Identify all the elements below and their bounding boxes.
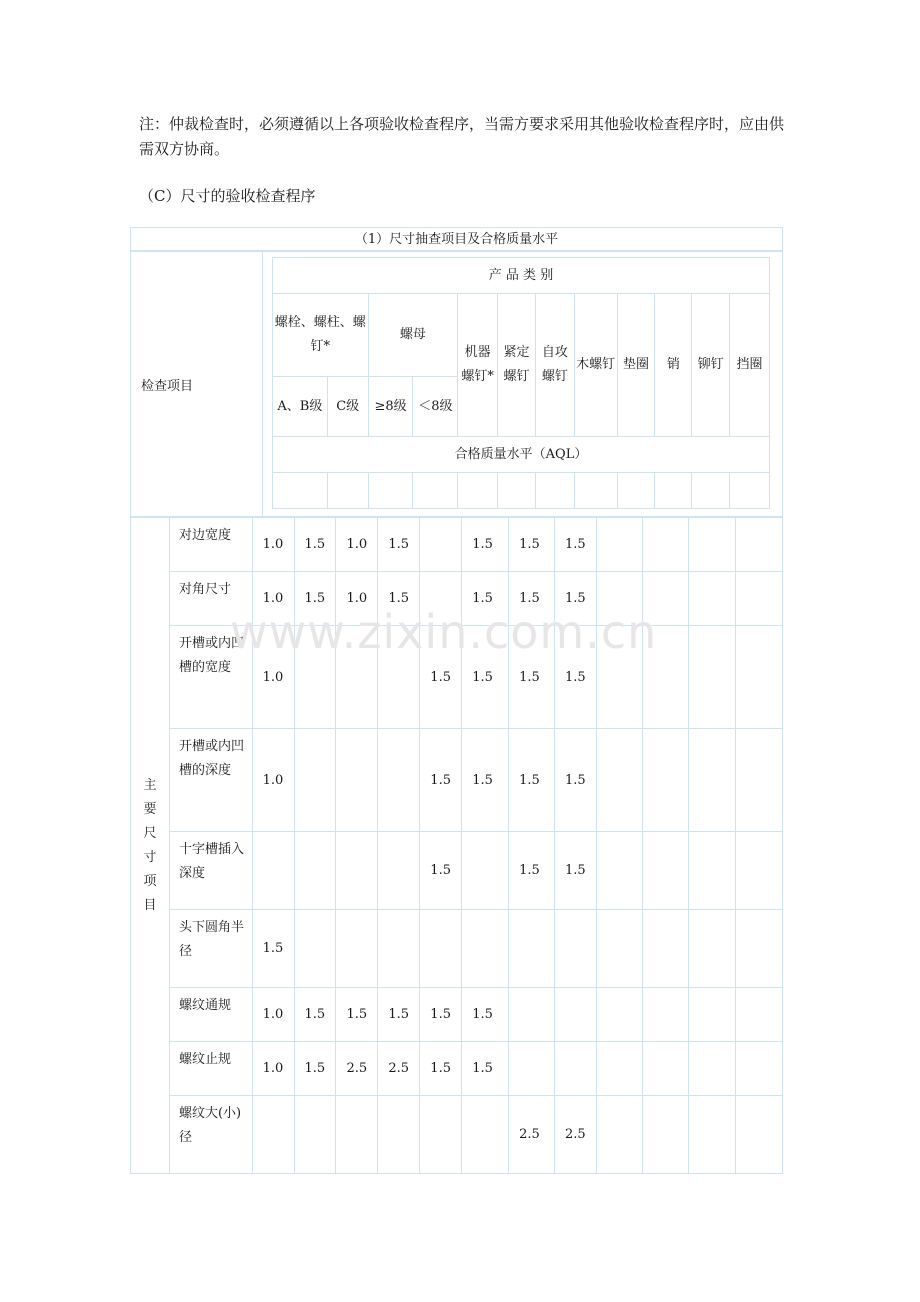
aql-value-cell: 1.5 [462, 1042, 509, 1096]
aql-value-cell: 1.5 [294, 1042, 336, 1096]
table-row [131, 729, 783, 832]
inspection-item: 开槽或内凹槽的宽度 [169, 626, 252, 729]
aql-value-cell [689, 910, 736, 988]
aql-value-cell: 1.5 [462, 729, 509, 832]
product-category-table [272, 257, 770, 509]
arbitration-note: 注：仲裁检查时，必须遵循以上各项验收检查程序，当需方要求采用其他验收检查程序时，应由供需双方协商。 [139, 115, 785, 158]
washer-header: 垫圈 [617, 294, 655, 437]
aql-value-cell [736, 910, 783, 988]
inspection-item: 螺纹大(小)径 [169, 1096, 252, 1174]
aql-value-cell [736, 1096, 783, 1174]
tapping-screw-header: 自攻螺钉 [535, 294, 574, 437]
aql-value-cell [294, 910, 336, 988]
aql-value-cell: 1.0 [252, 988, 294, 1042]
aql-value-cell: 1.5 [555, 518, 597, 572]
aql-value-cell [252, 832, 294, 910]
aql-value-cell: 2.5 [509, 1096, 555, 1174]
grade-c-header: C级 [327, 377, 368, 437]
aql-value-cell [462, 832, 509, 910]
aql-value-cell: 1.5 [555, 729, 597, 832]
aql-value-cell [509, 910, 555, 988]
inspection-item: 对角尺寸 [169, 572, 252, 626]
aql-value-cell [596, 910, 642, 988]
aql-value-cell [642, 832, 689, 910]
aql-value-cell [736, 518, 783, 572]
inspection-item-header: 检查项目 [131, 252, 263, 517]
aql-value-cell [462, 910, 509, 988]
aql-value-cell: 1.5 [420, 1042, 462, 1096]
aql-value-cell [252, 1096, 294, 1174]
nut-group-header: 螺母 [368, 294, 458, 377]
aql-value-cell [596, 1042, 642, 1096]
aql-value-cell: 1.5 [294, 988, 336, 1042]
product-category-header: 产 品 类 别 [273, 258, 770, 294]
aql-value-cell [736, 729, 783, 832]
aql-value-cell [736, 626, 783, 729]
aql-value-cell [378, 832, 420, 910]
aql-value-cell [420, 1096, 462, 1174]
table-row [131, 1096, 783, 1174]
aql-value-cell: 1.0 [252, 1042, 294, 1096]
aql-value-cell [336, 729, 378, 832]
aql-value-cell: 1.5 [336, 988, 378, 1042]
table-caption: （1）尺寸抽查项目及合格质量水平 [130, 227, 783, 251]
aql-value-cell: 1.5 [509, 832, 555, 910]
aql-value-cell: 1.0 [252, 572, 294, 626]
aql-value-cell: 1.5 [555, 572, 597, 626]
aql-value-cell: 1.5 [555, 626, 597, 729]
inspection-item: 十字槽插入深度 [169, 832, 252, 910]
aql-value-cell [509, 1042, 555, 1096]
aql-value-cell: 1.5 [378, 572, 420, 626]
aql-value-cell [689, 572, 736, 626]
aql-value-cell: 1.0 [252, 626, 294, 729]
aql-value-cell [420, 910, 462, 988]
aql-value-cell [596, 1096, 642, 1174]
header-table [130, 251, 783, 517]
aql-value-cell: 2.5 [336, 1042, 378, 1096]
aql-value-cell [596, 832, 642, 910]
aql-value-cell [555, 1042, 597, 1096]
aql-value-cell [555, 988, 597, 1042]
main-dimension-group-label: 主要尺寸项目 [131, 518, 170, 1174]
aql-value-cell: 1.5 [509, 626, 555, 729]
bolt-group-header: 螺栓、螺柱、螺钉* [273, 294, 369, 377]
aql-value-cell: 2.5 [378, 1042, 420, 1096]
table-row [131, 910, 783, 988]
section-title: （C）尺寸的验收检查程序 [139, 187, 316, 205]
aql-value-cell: 1.0 [252, 729, 294, 832]
grade-ab-header: A、B级 [273, 377, 328, 437]
aql-value-cell: 1.5 [555, 832, 597, 910]
aql-value-cell [736, 832, 783, 910]
aql-value-cell: 1.5 [462, 518, 509, 572]
inspection-item: 开槽或内凹槽的深度 [169, 729, 252, 832]
inspection-item: 对边宽度 [169, 518, 252, 572]
aql-value-cell [642, 1096, 689, 1174]
aql-value-cell: 1.5 [420, 988, 462, 1042]
aql-value-cell [378, 729, 420, 832]
aql-value-cell [642, 988, 689, 1042]
aql-value-cell [642, 910, 689, 988]
aql-value-cell [736, 572, 783, 626]
rivet-header: 铆钉 [692, 294, 730, 437]
aql-value-cell: 1.5 [420, 832, 462, 910]
inspection-item: 螺纹通规 [169, 988, 252, 1042]
aql-value-cell [642, 1042, 689, 1096]
aql-value-cell [294, 832, 336, 910]
aql-value-cell [336, 832, 378, 910]
aql-value-cell [736, 988, 783, 1042]
aql-value-cell: 1.5 [252, 910, 294, 988]
aql-value-cell [689, 988, 736, 1042]
aql-value-cell [462, 1096, 509, 1174]
aql-value-cell: 1.0 [336, 572, 378, 626]
aql-value-cell: 1.5 [462, 572, 509, 626]
aql-value-cell: 1.5 [462, 626, 509, 729]
aql-value-cell: 1.5 [462, 988, 509, 1042]
table-row [131, 518, 783, 572]
inspection-item: 头下圆角半径 [169, 910, 252, 988]
table-row [131, 832, 783, 910]
aql-value-cell: 1.0 [336, 518, 378, 572]
aql-header: 合格质量水平（AQL） [273, 437, 770, 473]
grade-ge8-header: ≥8级 [368, 377, 413, 437]
aql-value-cell [509, 988, 555, 1042]
aql-value-cell [378, 1096, 420, 1174]
aql-value-cell [336, 910, 378, 988]
aql-value-cell: 1.5 [420, 729, 462, 832]
aql-value-cell: 1.5 [509, 518, 555, 572]
aql-value-cell [642, 518, 689, 572]
aql-value-cell [689, 832, 736, 910]
aql-value-cell [294, 1096, 336, 1174]
aql-value-cell [689, 1042, 736, 1096]
retaining-ring-header: 挡圈 [730, 294, 770, 437]
wood-screw-header: 木螺钉 [574, 294, 617, 437]
table-row [131, 1042, 783, 1096]
grade-lt8-header: ＜8级 [413, 377, 458, 437]
aql-value-cell [596, 988, 642, 1042]
table-row [131, 988, 783, 1042]
aql-value-cell: 1.5 [420, 626, 462, 729]
aql-value-cell [420, 518, 462, 572]
watermark: www.zixin.com.cn [230, 605, 658, 659]
aql-value-cell: 1.5 [509, 729, 555, 832]
aql-value-cell [689, 1096, 736, 1174]
aql-value-cell [596, 518, 642, 572]
aql-value-cell [294, 729, 336, 832]
aql-value-cell [736, 1042, 783, 1096]
aql-value-cell: 1.5 [378, 518, 420, 572]
aql-value-cell [689, 518, 736, 572]
aql-value-cell [596, 729, 642, 832]
aql-value-cell: 1.5 [509, 572, 555, 626]
aql-value-cell [689, 729, 736, 832]
aql-value-cell: 1.5 [378, 988, 420, 1042]
aql-value-cell: 1.5 [294, 518, 336, 572]
inspection-item: 螺纹止规 [169, 1042, 252, 1096]
pin-header: 销 [655, 294, 692, 437]
aql-value-cell: 1.0 [252, 518, 294, 572]
aql-value-cell: 1.5 [294, 572, 336, 626]
set-screw-header: 紧定螺钉 [498, 294, 536, 437]
aql-value-cell [336, 1096, 378, 1174]
machine-screw-header: 机器螺钉* [458, 294, 498, 437]
aql-value-cell [555, 910, 597, 988]
aql-value-cell [642, 729, 689, 832]
aql-value-cell [378, 910, 420, 988]
aql-value-cell [689, 626, 736, 729]
aql-value-cell: 2.5 [555, 1096, 597, 1174]
